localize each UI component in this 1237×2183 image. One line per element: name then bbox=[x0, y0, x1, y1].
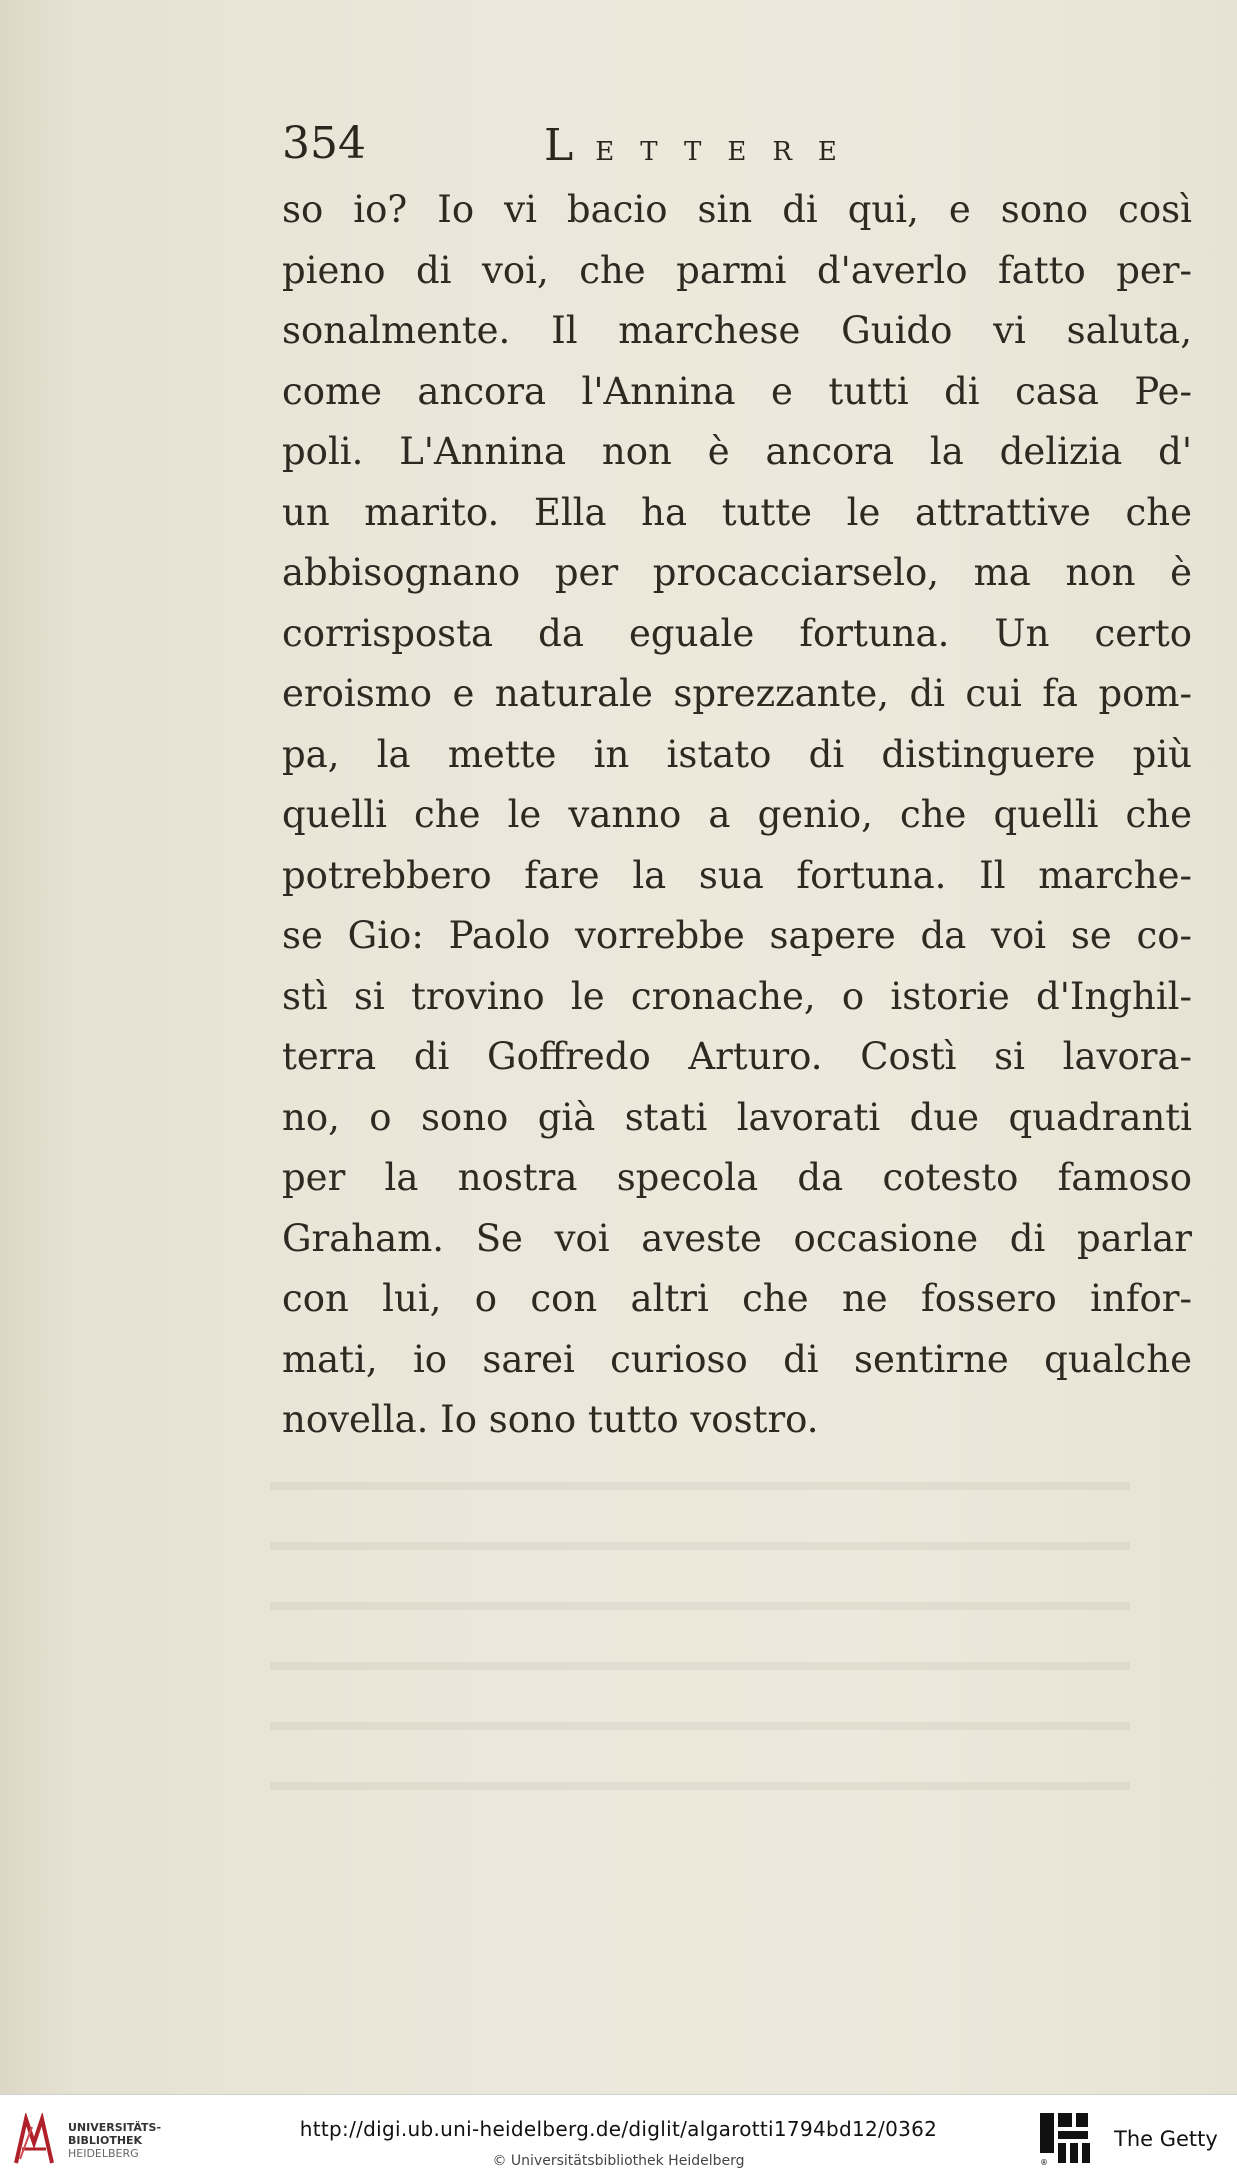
getty-label: The Getty bbox=[1114, 2127, 1218, 2151]
page-number: 354 bbox=[282, 118, 366, 169]
text-line: quelli che le vanno a genio, che quelli che bbox=[282, 793, 1192, 836]
text-line: stì si trovino le cronache, o istorie d'Inghil- bbox=[282, 974, 1192, 1018]
text-line: Graham. Se voi aveste occasione di parlar bbox=[282, 1216, 1192, 1260]
copyright-notice: © Universitätsbibliothek Heidelberg bbox=[492, 2153, 745, 2169]
text-line: poli. L'Annina non è ancora la delizia d' bbox=[282, 430, 1192, 473]
getty-emblem-icon bbox=[1038, 2111, 1092, 2167]
running-head-rest: ETTERE bbox=[595, 137, 863, 167]
text-line: eroismo e naturale sprezzante, di cui fa pom- bbox=[282, 672, 1192, 715]
text-line: sonalmente. Il marchese Guido vi saluta, bbox=[282, 309, 1192, 352]
running-head bbox=[544, 120, 863, 171]
library-name: UNIVERSITÄTS- BIBLIOTHEK HEIDELBERG bbox=[68, 2121, 162, 2160]
running-head-initial: L bbox=[544, 120, 596, 171]
show-through-bleed bbox=[270, 1460, 1130, 1820]
text-line: corrisposta da eguale fortuna. Un certo bbox=[282, 611, 1192, 655]
text-line: terra di Goffredo Arturo. Costì si lavora- bbox=[282, 1035, 1192, 1078]
page-header bbox=[282, 118, 942, 178]
text-line: come ancora l'Annina e tutti di casa Pe- bbox=[282, 369, 1192, 413]
text-line: potrebbero fare la sua fortuna. Il marche- bbox=[282, 853, 1192, 897]
text-line: con lui, o con altri che ne fossero infor- bbox=[282, 1277, 1192, 1320]
text-line: abbisognano per procacciarselo, ma non è bbox=[282, 551, 1192, 594]
text-line: se Gio: Paolo vorrebbe sapere da voi se co- bbox=[282, 914, 1192, 957]
letter-text bbox=[282, 180, 1192, 1451]
text-line: pa, la mette in istato di distinguere più bbox=[282, 732, 1192, 776]
text-line: novella. Io sono tutto vostro. bbox=[282, 1398, 819, 1441]
viewer-footer bbox=[0, 2094, 1237, 2183]
text-line: pieno di voi, che parmi d'averlo fatto per- bbox=[282, 248, 1192, 292]
text-line: mati, io sarei curioso di sentirne qualche bbox=[282, 1337, 1192, 1381]
getty-logo[interactable] bbox=[1038, 2109, 1228, 2171]
permalink-url[interactable]: http://digi.ub.uni-heidelberg.de/diglit/algarotti1794bd12/0362 bbox=[299, 2117, 938, 2141]
text-line: so io? Io vi bacio sin di qui, e sono così bbox=[282, 188, 1192, 231]
text-line: un marito. Ella ha tutte le attrattive che bbox=[282, 490, 1192, 534]
text-line: per la nostra specola da cotesto famoso bbox=[282, 1156, 1192, 1199]
registered-mark: ® bbox=[1040, 2158, 1048, 2167]
text-line: no, o sono già stati lavorati due quadranti bbox=[282, 1095, 1192, 1139]
